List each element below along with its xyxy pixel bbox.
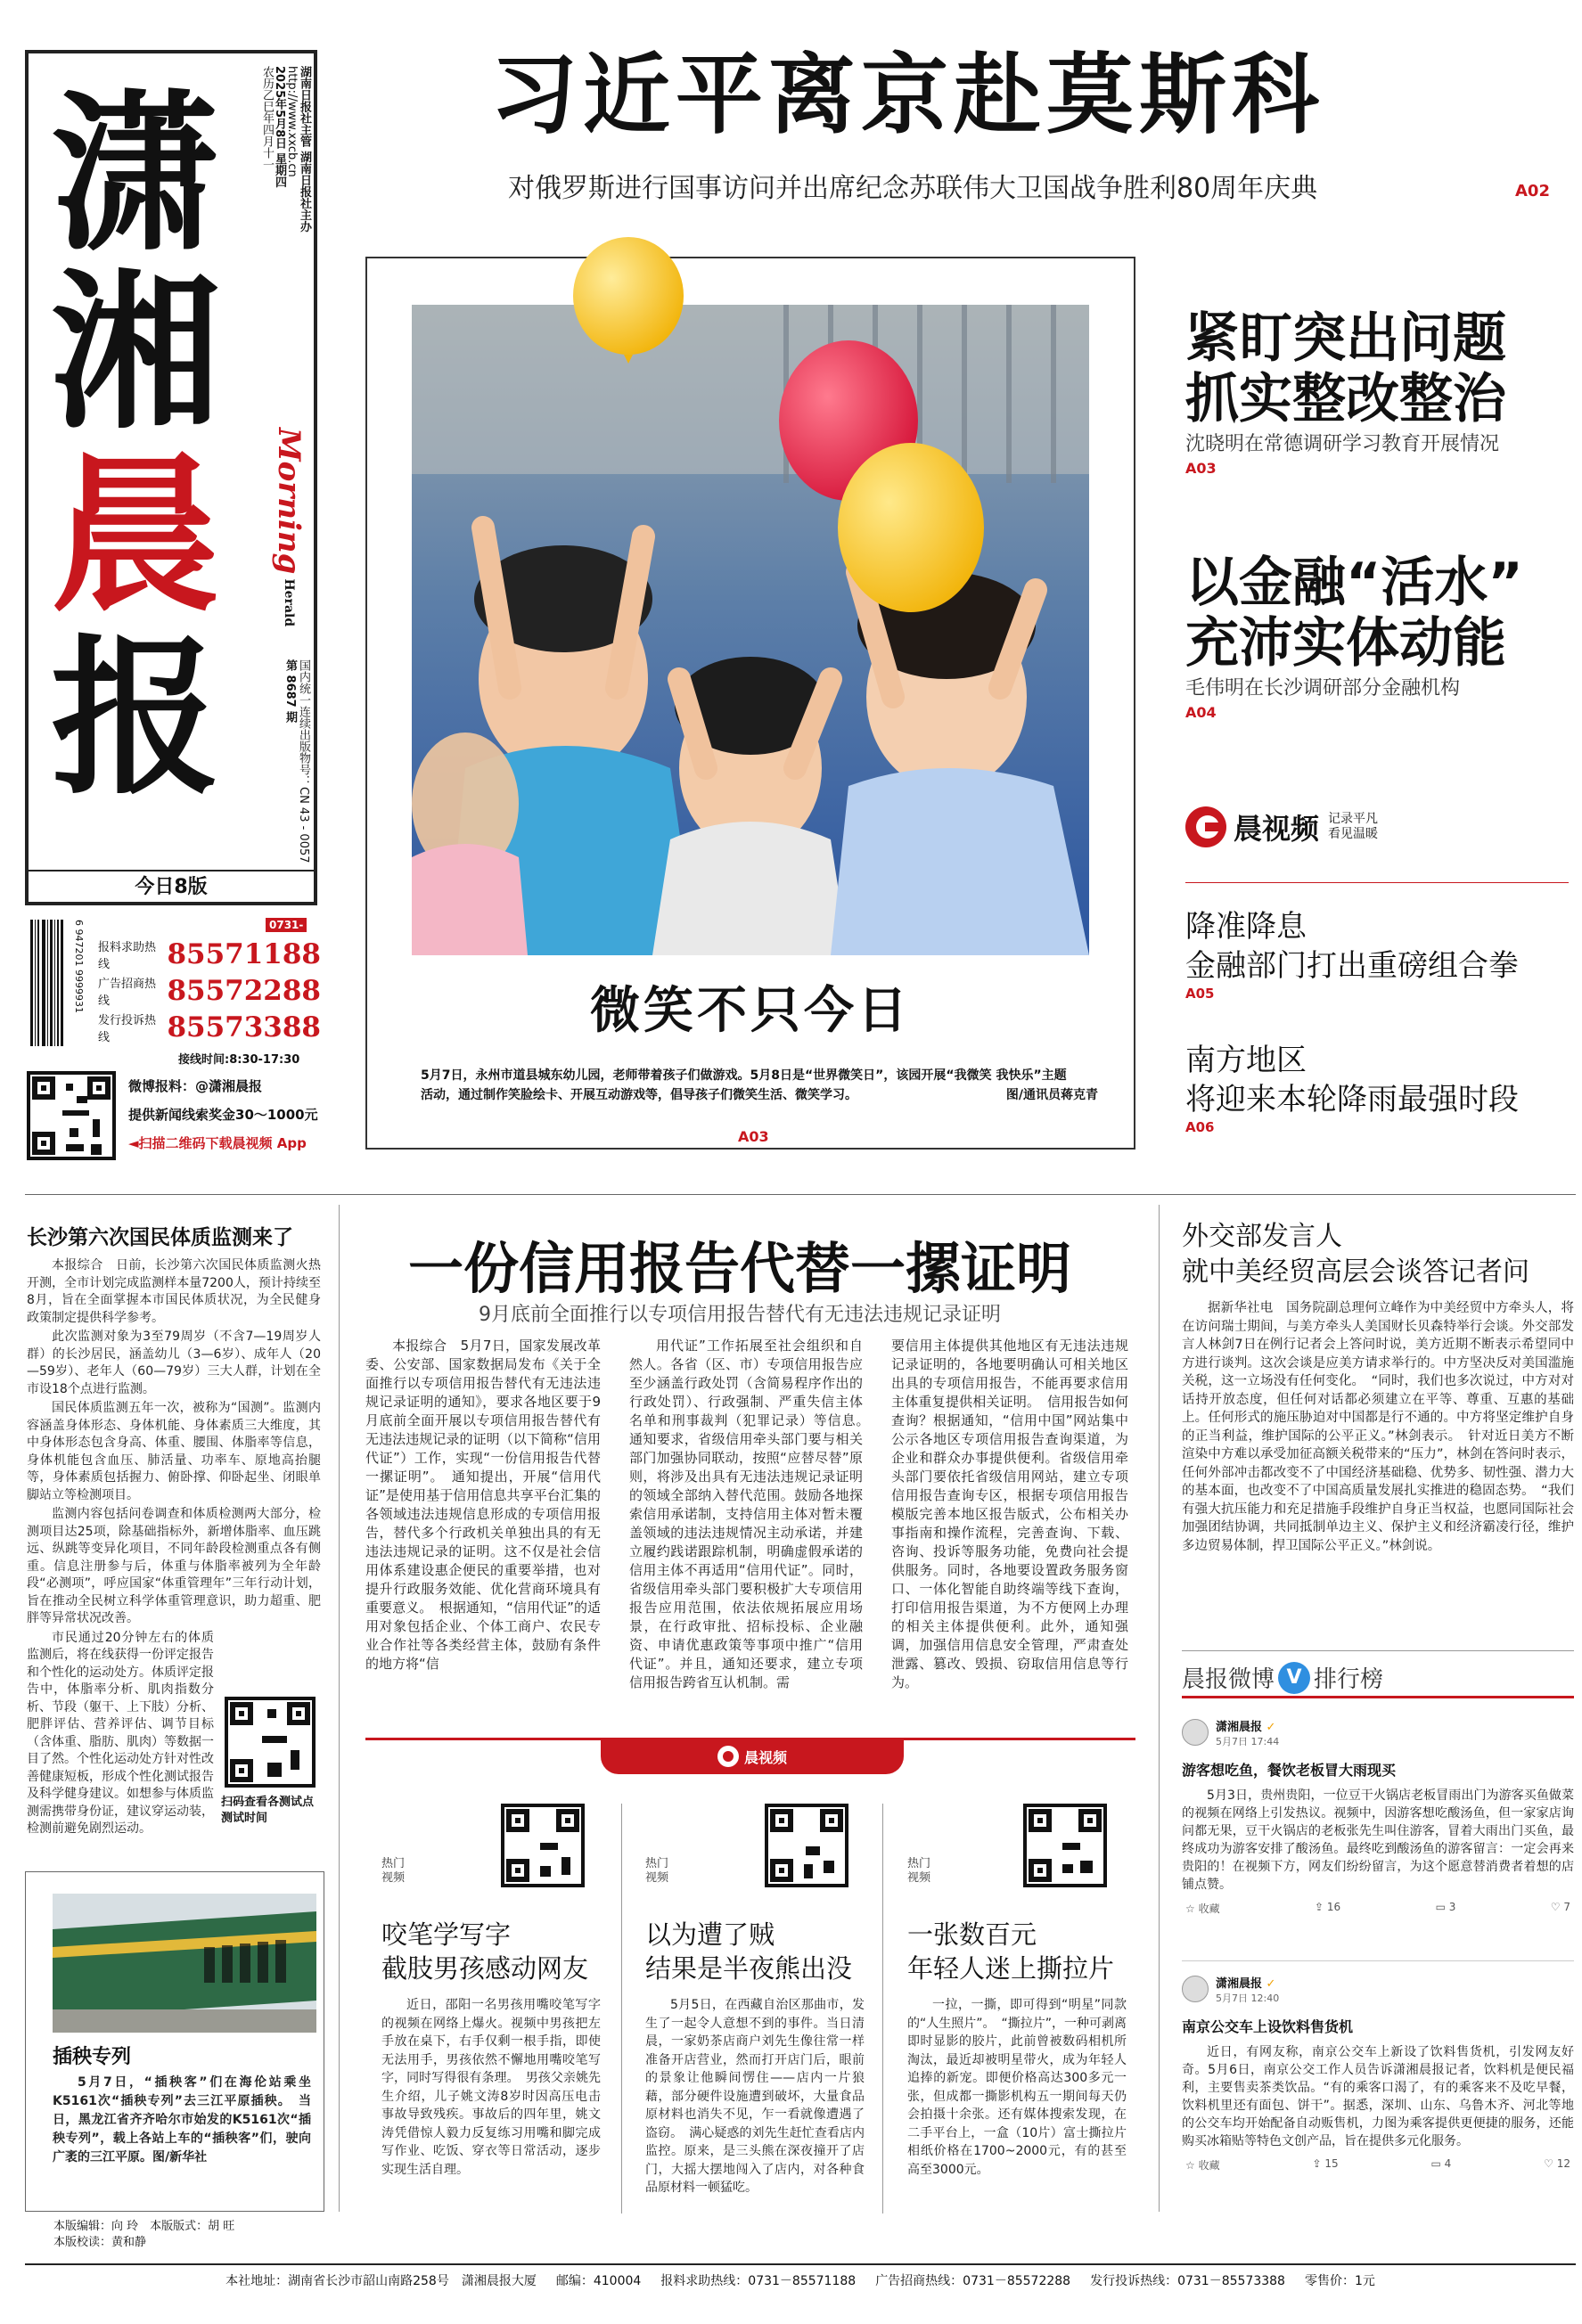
favorite-button[interactable]: ☆ 收藏 bbox=[1185, 2159, 1220, 2172]
video-brand-name: 晨视频 bbox=[1234, 812, 1320, 846]
video-brand bbox=[1185, 802, 1569, 852]
video-slogan-2: 看见温暖 bbox=[1328, 827, 1379, 841]
morning-label: Morning bbox=[271, 428, 307, 575]
right-head-1-sub: 沈晓明在常德调研学习教育开展情况 bbox=[1185, 433, 1500, 455]
footer-hotline-2: 广告招商热线：0731－85572288 bbox=[875, 2274, 1071, 2288]
weibo-post-text: 5月3日，贵州贵阳，一位豆干火锅店老板冒雨出门为游客买鱼做菜的视频在网络上引发热议。视频中，因游客想吃酸汤鱼，但一家家店询问都无果，豆干火锅店的老板张先生叫住游客，冒着大雨出门买鱼，最终成功为游客安排了酸汤鱼。最终吃到酸汤鱼的游客留言：一定会再来贵阳的！在视频下方，网友们纷纷留言，为这个愿意替消费者着想的店铺点赞。 bbox=[1182, 1788, 1574, 1892]
hotline-number: 85571188 bbox=[167, 937, 321, 970]
pub-info-lunar: 农历乙巳年四月十一 bbox=[260, 66, 274, 170]
video-text: 一拉，一撕，即可得到“明星”同款的“人生照片”。 “撕拉片”，一种可剥离即时显影的胶片，此前曾被数码相机所淘汰，最近却被明星带火，成为年轻人追捧的新宠。即便价格高达300多元一张，但成都一撕影机构五一期间每天仍会拍摄十余张。还有媒体搜索发现，在二手平台上，一盒（10片）富士撕拉片相纸价格在1700~2000元，有的甚至高至3000元。 bbox=[907, 1998, 1127, 2177]
weibo-post-author: 潇湘晨报 bbox=[1216, 1976, 1263, 1991]
weibo-v-icon: V bbox=[1278, 1662, 1310, 1694]
editors-line2: 本版校读：黄和静 bbox=[53, 2236, 147, 2249]
video-section-brand: 晨视频 bbox=[743, 1748, 787, 1766]
comment-button[interactable]: ▭ 3 bbox=[1435, 1901, 1456, 1913]
reward-text: 提供新闻线索奖金30～1000元 bbox=[128, 1107, 318, 1123]
main-photo bbox=[412, 305, 1089, 955]
video-title: 咬笔学写字 截肢男孩感动网友 bbox=[381, 1919, 589, 1984]
video-title: 一张数百元 年轻人迷上撕拉片 bbox=[907, 1919, 1115, 1984]
fitness-qr-label: 扫码查看各测试点测试时间 bbox=[221, 1796, 315, 1825]
credit-col-1: 本报综合 5月7日，国家发展改革委、公安部、国家数据局发布《关于全面推行以专项信用报告替代有无违法违规记录证明的通知》，要求各地区要于9月底前全面开展以专项信用报告替代有无违法违规记录的证明（以下简称“信用代证”）工作，实现“一份信用报告代替一摞证明”。 通知提出，开展“信用代证”是使用基于信用信息共享平台汇集的各领域违法违规信息形成的专项信用报告，替代多个行政机关单独出具的有无违法违规记录的证明。这不仅是社会信用体系建设惠企便民的重要举措，也对提升行政服务效能、优化营商环境具有重要意义。 根据通知，“信用代证”的适用对象包括企业、个体工商户、农民专业合作社等各类经营主体，鼓励有条件的地方将“信 bbox=[365, 1338, 601, 1672]
right-head-2-line2: 充沛实体动能 bbox=[1185, 612, 1506, 675]
hotline-label: 发行投诉热线 bbox=[98, 1013, 157, 1044]
divider bbox=[1182, 1960, 1574, 1961]
video-logo-icon bbox=[1185, 806, 1226, 847]
masthead-char-4: 报 bbox=[50, 618, 220, 817]
video-section-logo-icon bbox=[717, 1746, 739, 1767]
issue-info bbox=[269, 659, 310, 900]
mfa-title-2: 就中美经贸高层会谈答记者问 bbox=[1182, 1256, 1529, 1288]
masthead-char-3: 晨 bbox=[50, 436, 220, 634]
photo-box bbox=[365, 257, 1135, 1150]
video-section-badge bbox=[601, 1739, 904, 1774]
verified-icon: ✓ bbox=[1262, 1720, 1276, 1734]
pub-info-url: http://www.xxcb.cn bbox=[285, 66, 299, 177]
video-tag: 热门 视频 bbox=[645, 1857, 669, 1885]
weibo-post-actions bbox=[1182, 2157, 1574, 2173]
weibo-post[interactable] bbox=[1182, 1714, 1574, 1955]
divider bbox=[1185, 882, 1569, 883]
left-story-title: 长沙第六次国民体质监测来了 bbox=[27, 1226, 293, 1249]
video-slogan-1: 记录平凡 bbox=[1328, 812, 1379, 826]
credit-subhead: 9月底前全面推行以专项信用报告替代有无违法违规记录证明 bbox=[479, 1304, 1001, 1326]
hotline-label: 广告招商热线 bbox=[98, 977, 157, 1008]
lead-headline: 习近平离京赴莫斯科 bbox=[490, 45, 1325, 146]
weibo-rank-title-left: 晨报微博 bbox=[1182, 1666, 1275, 1693]
photo-caption-line1: 5月7日，永州市道县城东幼儿园，老师带着孩子们做游戏。5月8日是“世界微笑日”，该园开展“我微笑 我快乐”主题 bbox=[421, 1068, 1067, 1083]
video-text: 近日，邵阳一名男孩用嘴咬笔写字的视频在网络上爆火。视频中男孩把左手放在桌下，右手仅剩一根手指，即使无法用手，男孩依然不懈地用嘴咬笔写字，同时写得很有条理。 男孩父亲姚先生介绍，儿子姚文涛8岁时因高压电击事故导致残疾。事故后的四年里，姚文涛凭借惊人毅力反复练习用嘴和脚完成写作业、吃饭、穿衣等日常活动，逐步实现生活自理。 bbox=[381, 1998, 601, 2177]
mfa-title-1: 外交部发言人 bbox=[1182, 1221, 1342, 1252]
credit-col-3: 要信用主体提供其他地区有无违法违规记录证明的，各地要明确认可相关地区出具的专项信用报告，不能再要求信用主体重复提供相关证明。 信用报告如何查询？根据通知，“信用中国”网站集中公示各地区专项信用报告查询渠道，为企业和群众办事提供便利。省级信用牵头部门要依托省级信用网站，建立专项信用报告查询专区，根据专项信用报告模版完善本地区报告版式，公布相关办事指南和操作流程，完善查询、下载、咨询、投诉等服务功能，免费向社会提供服务。同时，各地要设置政务服务窗口、一体化智能自助终端等线下查询，打印信用报告渠道，为不方便网上办理的相关主体提供便利。此外，通知强调，加强信用信息安全管理，严肃查处泄露、篡改、毁损、窃取信用信息等行为。 bbox=[891, 1338, 1128, 1690]
hotline-row bbox=[98, 972, 321, 1009]
photo-caption bbox=[421, 1066, 1098, 1105]
morning-herald-logo bbox=[266, 428, 307, 642]
divider bbox=[882, 1804, 883, 2214]
left-story-para: 国民体质监测五年一次，被称为“国测”。监测内容涵盖身体形态、身体机能、身体素质三大维度，其中身体形态包含身高、体重、腰围、体脂率等信息，身体机能包含血压、肺活量、功率车、原地高抬腿等，身体素质包括握力、俯卧撑、仰卧起坐、闭眼单脚站立等检测项目。 bbox=[27, 1401, 321, 1502]
divider bbox=[339, 1205, 340, 2212]
right-head-1-line1: 紧盯突出问题 bbox=[1185, 307, 1506, 370]
video-item[interactable] bbox=[645, 1798, 872, 2217]
favorite-button[interactable]: ☆ 收藏 bbox=[1185, 1903, 1220, 1915]
video-text: 5月5日，在西藏自治区那曲市，发生了一起令人意想不到的事件。当日清晨，一家奶茶店商户刘先生像往常一样准备开店营业，然而打开店门后，眼前的景象让他瞬间愣住——店内一片狼藉，部分硬件设施遭到破坏，大量食品原材料也消失不见，乍一看就像遭遇了盗窃。 满心疑惑的刘先生赶忙查看店内监控。原来，是三头熊在深夜撞开了店门，大摇大摆地闯入了店内，对各种食品原材料一顿猛吃。 bbox=[645, 1998, 865, 2195]
today-pages: 今日8版 bbox=[29, 870, 314, 902]
left-story-para: 监测内容包括问卷调查和体质检测两大部分，检测项目达25项，除基础指标外，新增体脂率、血压跳远、纵跳等变异化项目，不同年龄段检测重点各有侧重。信息注册参与后，体重与体脂率被列为全年龄段“必测项”，呼应国家“体重管理年”三年行动计划，旨在推动全民树立科学体重管理意识，助力超重、肥胖等异常状况改善。 bbox=[27, 1507, 321, 1625]
footer-price: 零售价：1元 bbox=[1304, 2274, 1375, 2288]
small-head-2 bbox=[1185, 1041, 1569, 1135]
mfa-story bbox=[1182, 1219, 1574, 1555]
barcode bbox=[25, 920, 70, 1046]
footer bbox=[25, 2263, 1576, 2290]
herald-label: Herald bbox=[282, 578, 296, 627]
lead-subhead: 对俄罗斯进行国事访问并出席纪念苏联伟大卫国战争胜利80周年庆典 bbox=[508, 173, 1318, 204]
right-head-1-page[interactable]: A03 bbox=[1185, 460, 1217, 477]
credit-headline: 一份信用报告代替一摞证明 bbox=[407, 1236, 1071, 1301]
video-title: 以为遭了贼 结果是半夜熊出没 bbox=[645, 1919, 853, 1984]
rice-title: 插秧专列 bbox=[53, 2046, 132, 2068]
avatar bbox=[1182, 1976, 1209, 2002]
footer-zip: 邮编：410004 bbox=[555, 2274, 642, 2288]
small-head-1-page[interactable]: A05 bbox=[1185, 986, 1215, 1002]
small-head-1 bbox=[1185, 907, 1569, 1002]
app-download[interactable]: ◄扫描二维码下载晨视频 App bbox=[128, 1135, 307, 1151]
avatar bbox=[1182, 1719, 1209, 1746]
barcode-number: 6 947201 9999931 bbox=[73, 920, 85, 1013]
video-tag: 热门 视频 bbox=[907, 1857, 931, 1885]
hotline-number: 85573388 bbox=[167, 1011, 321, 1043]
weibo-rank-title-right: 排行榜 bbox=[1314, 1666, 1384, 1693]
small-head-1-line1: 降准降息 bbox=[1185, 909, 1307, 945]
hotline-list bbox=[98, 936, 321, 1045]
hotline-hours: 接线时间:8:30-17:30 bbox=[178, 1053, 300, 1067]
photo-title: 微笑不只今日 bbox=[590, 982, 911, 1040]
right-head-2-sub: 毛伟明在长沙调研部分金融机构 bbox=[1185, 677, 1461, 700]
like-button[interactable]: ♡ 7 bbox=[1550, 1901, 1570, 1913]
right-head-2 bbox=[1185, 552, 1569, 721]
divider bbox=[25, 1194, 1576, 1195]
comment-button[interactable]: ▭ 4 bbox=[1430, 2157, 1452, 2170]
photo-credit: 图/通讯员蒋克青 bbox=[1005, 1088, 1098, 1102]
left-story-para: 本报综合 日前，长沙第六次国民体质监测火热开测，全市计划完成监测样本量7200人，预计持续至8月，旨在全面掌握本市国民体质状况，为全民健身政策制定提供科学参考。 bbox=[27, 1258, 321, 1325]
video-qr-code[interactable] bbox=[765, 1804, 848, 1887]
balloon-overflow bbox=[570, 233, 686, 367]
footer-address: 本社地址：湖南省长沙市韶山南路258号 潇湘晨报大厦 bbox=[225, 2274, 537, 2288]
rice-text: 5月7日，“插秧客”们在海伦站乘坐K5161次“插秧专列”去三江平原插秧。 当日，黑龙江省齐齐哈尔市始发的K5161次“插秧专列”，载上各站上车的“插秧客”们，驶向广袤的三江平原。图/新华社 bbox=[53, 2075, 311, 2164]
small-head-1-line2: 金融部门打出重磅组合拳 bbox=[1185, 948, 1519, 984]
masthead bbox=[25, 50, 317, 905]
footer-hotline-1: 报料求助热线：0731－85571188 bbox=[660, 2274, 857, 2288]
right-head-2-page[interactable]: A04 bbox=[1185, 704, 1217, 721]
app-qr-code[interactable] bbox=[27, 1071, 116, 1160]
pub-info-publisher: 湖南日报社主管 湖南日报社主办 bbox=[298, 66, 311, 233]
pub-info bbox=[258, 66, 310, 413]
fitness-qr-code[interactable] bbox=[225, 1697, 316, 1788]
pub-info-date: 2025年5月8日 星期四 bbox=[273, 66, 286, 188]
weibo-post-title: 游客想吃鱼，餐饮老板冒大雨现买 bbox=[1182, 1762, 1397, 1779]
weibo-post-time: 5月7日 12:40 bbox=[1216, 1992, 1280, 2004]
small-head-2-page[interactable]: A06 bbox=[1185, 1119, 1215, 1135]
verified-icon: ✓ bbox=[1262, 1976, 1276, 1991]
small-head-2-line1: 南方地区 bbox=[1185, 1043, 1307, 1078]
video-item[interactable] bbox=[907, 1798, 1134, 2217]
video-qr-code[interactable] bbox=[1023, 1804, 1107, 1887]
right-head-1 bbox=[1185, 308, 1569, 477]
lead-page-ref[interactable]: A02 bbox=[1515, 182, 1550, 200]
right-head-2-line1: 以金融“活水” bbox=[1185, 552, 1523, 614]
hotline-number: 85572288 bbox=[167, 974, 321, 1007]
masthead-char-2: 湘 bbox=[50, 253, 220, 452]
repost-button[interactable]: ⇪ 16 bbox=[1315, 1901, 1341, 1913]
hotline-label: 报料求助热线 bbox=[98, 940, 157, 971]
editors bbox=[53, 2219, 234, 2251]
footer-hotline-3: 发行投诉热线：0731－85573388 bbox=[1090, 2274, 1285, 2288]
photo-caption-line2: 活动，通过制作笑脸绘卡、开展互动游戏等，倡导孩子们微笑生活、微笑学习。 bbox=[421, 1088, 857, 1102]
small-head-2-line2: 将迎来本轮降雨最强时段 bbox=[1185, 1082, 1519, 1117]
like-button[interactable]: ♡ 12 bbox=[1544, 2157, 1570, 2170]
weibo-post[interactable] bbox=[1182, 1971, 1574, 2212]
divider bbox=[621, 1804, 622, 2214]
masthead-char-1: 潇 bbox=[50, 75, 220, 274]
area-code: 0731- bbox=[266, 918, 307, 932]
rice-box bbox=[25, 1871, 324, 2212]
video-tag: 热门 视频 bbox=[381, 1857, 406, 1885]
video-qr-code[interactable] bbox=[501, 1804, 585, 1887]
weibo-post-author: 潇湘晨报 bbox=[1216, 1720, 1263, 1734]
weibo-rank-header bbox=[1182, 1659, 1574, 1698]
divider bbox=[1182, 1650, 1574, 1651]
left-story-para: 市民通过20分钟左右的体质监测后，将在线获得一份评定报告和个性化的运动处方。体质评定报告中，体脂率分析、肌肉指数分析、节段（躯干、上下肢）分析、肥胖评估、营养评估、调节目标（含体重、脂肪、肌肉）等数据一目了然。个性化运动处方针对性改善健康短板，形成个性化测试报告及科学健身建议。如想参与体质监测需携带身份证，建议穿运动装，检测前避免剧烈运动。 bbox=[27, 1630, 214, 1836]
masthead-title bbox=[46, 75, 225, 817]
weibo-post-title: 南京公交车上设饮料售货机 bbox=[1182, 2018, 1354, 2035]
right-head-1-line2: 抓实整改整治 bbox=[1185, 368, 1506, 430]
weibo-report: 微博报料：@潇湘晨报 bbox=[128, 1078, 263, 1094]
left-story-para: 此次监测对象为3至79周岁（不含7—19周岁人群）的长沙居民，涵盖幼儿（3—6岁）、成年人（20—59岁）、老年人（60—79岁）三大人群，计划在全市设18个点进行监测。 bbox=[27, 1330, 321, 1396]
divider bbox=[1159, 1205, 1160, 2212]
weibo-post-actions bbox=[1182, 1901, 1574, 1916]
editors-line1: 本版编辑：向 玲 本版版式：胡 旺 bbox=[53, 2220, 235, 2233]
repost-button[interactable]: ⇪ 15 bbox=[1312, 2157, 1339, 2170]
weibo-post-text: 近日，有网友称，南京公交车上新设了饮料售货机，引发网友好奇。5月6日，南京公交工作人员告诉潇湘晨报记者，饮料机是便民福利，主要售卖茶类饮品。“有的乘客口渴了，有的乘客来不及吃早餐，饮料机里还有面包、饼干”。据悉，深圳、山东、乌鲁木齐、河北等地的公交车均开始配备自动贩售机，力图为乘客提供更便捷的服务，还能购买冰箱贴等特色文创产品，旨在提供多元化服务。 bbox=[1182, 2045, 1574, 2148]
issue-number: 第 8687 期 bbox=[283, 659, 297, 724]
rice-photo bbox=[53, 1894, 316, 2033]
video-item[interactable] bbox=[381, 1798, 608, 2217]
hotline-row bbox=[98, 1009, 321, 1045]
issue-cn-number: 国内统一连续出版物号：CN 43 - 0057 bbox=[297, 659, 310, 863]
mfa-text: 据新华社电 国务院副总理何立峰作为中美经贸中方牵头人，将在访问瑞士期间，与美方牵头人美国财长贝森特举行会谈。外交部发言人林剑7日在例行记者会上答问时说，美方近期不断表示希望同中方进行谈判。这次会谈是应美方请求举行的。中方坚决反对美国滥施关税，这一立场没有任何变化。 “同时，我们也多次说过，中方对对话持开放态度，但任何对话都必须建立在平等、尊重、互惠的基础上。任何形式的施压胁迫对中国都是行不通的。中方将坚定维护自身的正当利益，维护国际的公平正义。”林剑表示。 针对近日美方不断渲染中方难以承受加征高额关税带来的“压力”，林剑在答问时表示，任何外部冲击都改变不了中国经济基础稳、优势多、韧性强、潜力大的基本面，也改变不了中国高质量发展扎实推进的稳固态势。 “我们有强大抗压能力和充足措施手段维护自身正当权益，也愿同国际社会加强团结协调，共同抵制单边主义、保护主义和经济霸凌行径，维护多边贸易体制，捍卫国际公平正义。”林剑说。 bbox=[1182, 1301, 1574, 1553]
credit-col-2: 用代证”工作拓展至社会组织和自然人。各省（区、市）专项信用报告应至少涵盖行政处罚（含简易程序作出的行政处罚）、行政强制、严重失信主体名单和刑事裁判（犯罪记录）等信息。 通知要求，省级信用牵头部门要与相关部门加强协同联动，按照“应替尽替”原则，将涉及出具有无违法违规记录证明的领域全部纳入替代范围。鼓励各地探索信用承诺制，支持信用主体对暂未覆盖领域的违法违规情况主动承诺，并建立履约践诺跟踪机制，明确虚假承诺的信用主体不再适用“信用代证”。同时，省级信用牵头部门要积极扩大专项信用报告应用范围，依法依规拓展应用场景，在行政审批、招标投标、企业融资、申请优惠政策等事项中推广“信用代证”。并且，通知还要求，建立专项信用报告跨省互认机制。需 bbox=[629, 1338, 877, 1690]
hotline-row bbox=[98, 936, 321, 972]
photo-page-ref[interactable]: A03 bbox=[733, 1128, 775, 1145]
weibo-post-time: 5月7日 17:44 bbox=[1216, 1735, 1280, 1747]
